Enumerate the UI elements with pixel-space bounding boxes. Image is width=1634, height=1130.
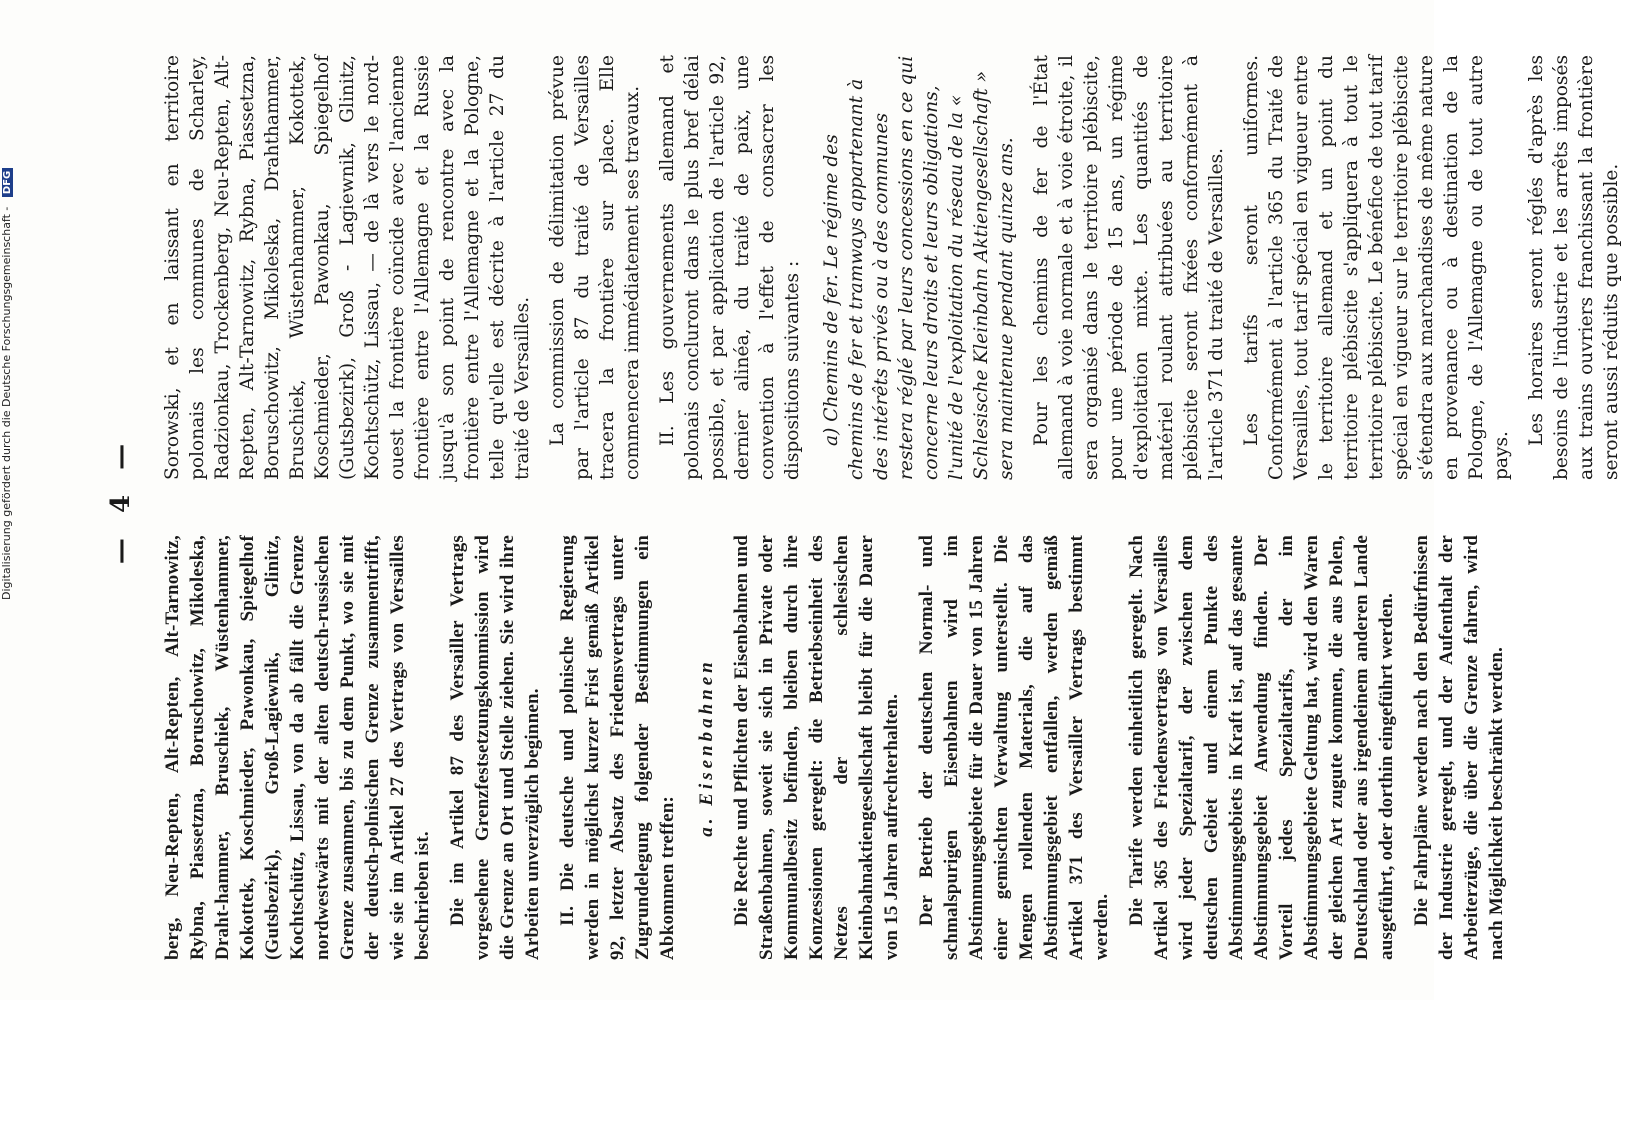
document-page [106,0,1622,1130]
german-paragraph: Der Betrieb der deutschen Normal- und schmalspurigen Eisenbahnen wird im Abstimmungsgebiete für die Dauer von 15 Jahren einer gemischten Verwaltung unterstellt. Die Mengen rollenden Materials, die auf das Abstimmungsgebiet entfallen, werden gemäß Artikel 371 des Versailler Vertrags bestimmt werden. [916,535,1112,960]
french-column [160,55,1634,480]
french-paragraph: a) Chemins de fer. Le régime des chemins de fer et tramways appartenant à des intérêts privés ou à des communes restera réglé par leurs concessions en ce qui concerne leurs droits et leurs obligations, l'unité de l'exploitation du réseau de la « Schlesische Kleinbahn Aktiengesellschaft » sera maintenue pendant quinze ans. [821,55,1017,480]
german-paragraph: II. Die deutsche und polnische Regierung werden in möglichst kurzer Frist gemäß Artikel 92, letzter Absatz des Friedensvertrags unter Zugrundelegung folgender Bestimmungen ein Abkommen treffen: [557,535,678,960]
dfg-logo: DFG [2,168,13,197]
credit-text: Digitalisierung gefördert durch die Deutsche Forschungsgemeinschaft - [0,206,13,600]
german-paragraph: Die Fahrpläne werden nach den Bedürfnissen der Industrie geregelt, und der Aufenthalt der Arbeiterzüge, die über die Grenze fahren, wird nach Möglichkeit beschränkt werden. [1411,535,1507,960]
german-paragraph: a. Eisenbahnen [696,658,717,837]
french-paragraph: Les horaires seront réglés d'après les besoins de l'industrie et les arrêts imposés aux trains ouvriers franchissant la frontière seront aussi réduits que possible. [1526,55,1622,480]
digitization-credit [0,168,13,600]
french-paragraph: Sorowski, et en laissant en territoire polonais les communes de Scharley, Radzionkau, Trockenberg, Neu-Repten, Alt-Repten, Alt-Tarnowitz, Rybna, Piassetzna, Boruschowitz, Mikoleska, Drahthammer, Bruschiek, Wüstenhammer, Kokottek, Koschmieder, Pawonkau, Spiegelhof (Gutsbezirk), Groß - Lagiewnik, Glinitz, Kochtschütz, Lissau, — de là vers le nord-ouest la frontière coïncide avec l'ancienne frontière entre l'Allemagne et la Russie jusqu'à son point de rencontre avec la frontière entre l'Allemagne et la Pologne, telle qu'elle est décrite à l'article 27 du traité de Versailles. [162,55,533,480]
page-content [100,0,1622,1000]
german-paragraph: berg, Neu-Repten, Alt-Repten, Alt-Tarnowitz, Rybna, Piassetzna, Boruschowitz, Mikoleska, Draht-hammer, Bruschiek, Wüstenhammer, Kokottek, Koschmieder, Pawonkau, Spiegelhof (Gutsbezirk), Groß-Lagiewnik, Glinitz, Kochtschütz, Lissau, von da ab fällt die Grenze nordwestwärts mit der alten deutsch-russischen Grenze zusammen, bis zu dem Punkt, wo sie mit der deutsch-polnischen Grenze zusammentrifft, wie sie im Artikel 27 des Vertrags von Versailles beschrieben ist. [162,535,433,960]
french-paragraph: Pour les chemins de fer de l'État allemand à voie normale et à voie étroite, il sera organisé dans le territoire plébiscite, pour une période de 15 ans, un régime d'exploitation mixte. Les quantités de matériel roulant attribuées au territoire plébiscite seront fixées conformément à l'article 371 du traité de Versailles. [1031,55,1227,480]
french-paragraph: La commission de délimitation prévue par l'article 87 du traité de Versailles tracera la frontière sur place. Elle commencera immédiatement ses travaux. [547,55,643,480]
german-paragraph: Die Rechte und Pflichten der Eisenbahnen und Straßenbahnen, soweit sie sich in Private oder Kommunalbesitz befinden, bleiben durch ihre Konzessionen geregelt: die Betriebseinheit des Netzes der schlesischen Kleinbahnaktiengesellschaft bleibt für die Dauer von 15 Jahren aufrechterhalten. [731,535,902,960]
page-number: — 4 — [106,435,136,565]
french-paragraph: II. Les gouvernements allemand et polonais concluront dans le plus bref délai possible, et par application de l'article 92, dernier alinéa, du traité de paix, une convention à l'effet de consacrer les dispositions suivantes : [657,55,803,480]
german-paragraph: Die Tarife werden einheitlich geregelt. Nach Artikel 365 des Friedensvertrags von Versailles wird jeder Spezialtarif, der zwischen dem deutschen Gebiet und einem Punkte des Abstimmungsgebiets in Kraft ist, auf das gesamte Abstimmungsgebiet Anwendung finden. Der Vorteil jedes Spezialtarifs, der im Abstimmungsgebiete Geltung hat, wird den Waren der gleichen Art zugute kommen, die aus Polen, Deutschland oder aus irgendeinem anderen Lande ausgeführt, oder dorthin eingeführt werden. [1126,535,1397,960]
german-paragraph: Die im Artikel 87 des Versailler Vertrags vorgesehene Grenzfestsetzungskommission wird die Grenze an Ort und Stelle ziehen. Sie wird ihre Arbeiten unverzüglich beginnen. [447,535,543,960]
german-column [160,535,1519,960]
french-paragraph: Les tarifs seront uniformes. Conformément à l'article 365 du Traité de Versailles, tout tarif spécial en vigueur entre le territoire allemand et un point du territoire plébiscite s'appliquera à tout le territoire plébiscite. Le bénéfice de tout tarif spécial en vigueur sur le territoire plébiscite s'étendra aux marchandises de même nature en provenance ou à destination de la Pologne, de l'Allemagne ou de tout autre pays. [1241,55,1512,480]
